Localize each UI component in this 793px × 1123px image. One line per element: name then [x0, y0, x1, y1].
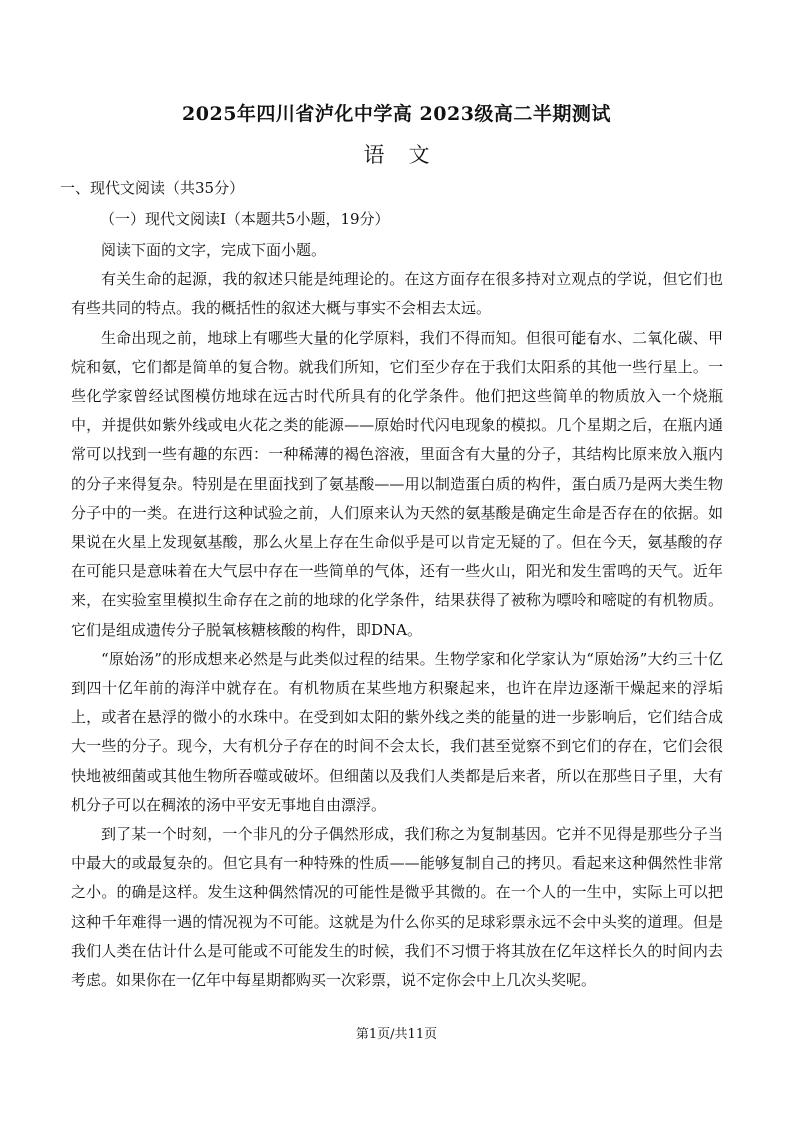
paragraph-3: “原始汤”的形成想来必然是与此类似过程的结果。生物学家和化学家认为“原始汤”大约三十亿到四十亿年前的海洋中就存在。有机物质在某些地方积聚起来，也许在岸边逐渐干燥起来的浮垢上，或者在悬浮的微小的水珠中。在受到如太阳的紫外线之类的能量的进一步影响后，它们结合成大一些的分子。现今，大有机分子存在的时间不会太长，我们甚至觉察不到它们的存在，它们会很快地被细菌或其他生物所吞噬或破坏。但细菌以及我们人类都是后来者，所以在那些日子里，大有机分子可以在稠浓的汤中平安无事地自由漂浮。 [71, 649, 723, 814]
instruction-text: 阅读下面的文字，完成下面小题。 [101, 241, 327, 259]
paragraph-2 [71, 324, 723, 645]
subsection-heading: （一）现代文阅读Ⅰ（本题共5小题，19分） [100, 210, 390, 228]
paragraph-2-part-a: 生命出现之前，地球上有哪些大量的化学原料，我们不得而知。但很 [101, 328, 557, 347]
paragraph-4: 到了某一个时刻，一个非凡的分子偶然形成，我们称之为复制基因。它并不见得是那些分子当中最大的或最复杂的。但它具有一种特殊的性质——能够复制自己的拷贝。看起来这种偶然性非常之小。的确是这样。发生这种偶然情况的可能性是微乎其微的。在一个人的一生中，实际上可以把这种千年难得一遇的情况视为不可能。这就是为什么你买的足球彩票永远不会中头奖的道理。但是我们人类在估计什么是可能或不可能发生的时候，我们不习惯于将其放在亿年这样长久的时间内去考虑。如果你在一亿年中每星期都购买一次彩票，说不定你会中上几次头奖呢。 [71, 825, 723, 990]
paragraph-2-part-b: 有水、二氧化碳、甲烷和氨，它们都是简单的复合物。就我们所知，它们至少存在于我们太阳系的其他一些行星上。一些化学家曾经试图模仿地球在远古时代所具有的化学条件。他们把这些简单的物质放入一个烧瓶中，并提供如紫外线或电火花之类的能源——原始时代闪电现象的模拟。几个星期之后，在瓶内通常可以找到一些有趣的东西：一种稀薄的褐色溶液，里面含有大量的分子，其结构比原来放入瓶内的分子来得复杂。特别是在里面找到了氨基酸——用以制造蛋白质的构件，蛋白质乃是两大类生物分子中的一类。在进行这种试验之前，人们原来认为天然的氨基酸是确定生命是否存在的依据。如果说在火星上发现氨基酸，那么火星上存在生命似乎是可以肯定无疑的了。但在今天，氨基酸的存在可能只是意味着在大气层中存在一些简单的气体，还有一些火山，阳光和发生雷鸣的天气。近年来，在实验室里模拟生命存在之前的地球的化学条件，结果获得了被称为嘌呤和嘧啶的有机物质。它们是组成遗传分子脱氧核糖核酸的构件，即DNA。 [71, 328, 723, 639]
passage [71, 236, 723, 995]
section-heading: 一、现代文阅读（共35分） [60, 179, 245, 197]
emphasis-dotted-text [556, 329, 586, 347]
subject-heading: 语文 [363, 143, 454, 167]
dotted-char: 能 [571, 328, 587, 347]
dotted-char: 可 [556, 328, 572, 347]
exam-title: 2025年四川省泸化中学高 2023级高二半期测试 [182, 103, 611, 125]
page-number: 第1页/共11页 [355, 1027, 438, 1042]
paragraph-1: 有关生命的起源，我的叙述只能是纯理论的。在这方面存在很多持对立观点的学说，但它们也有些共同的特点。我的概括性的叙述大概与事实不会相去太远。 [71, 270, 723, 318]
